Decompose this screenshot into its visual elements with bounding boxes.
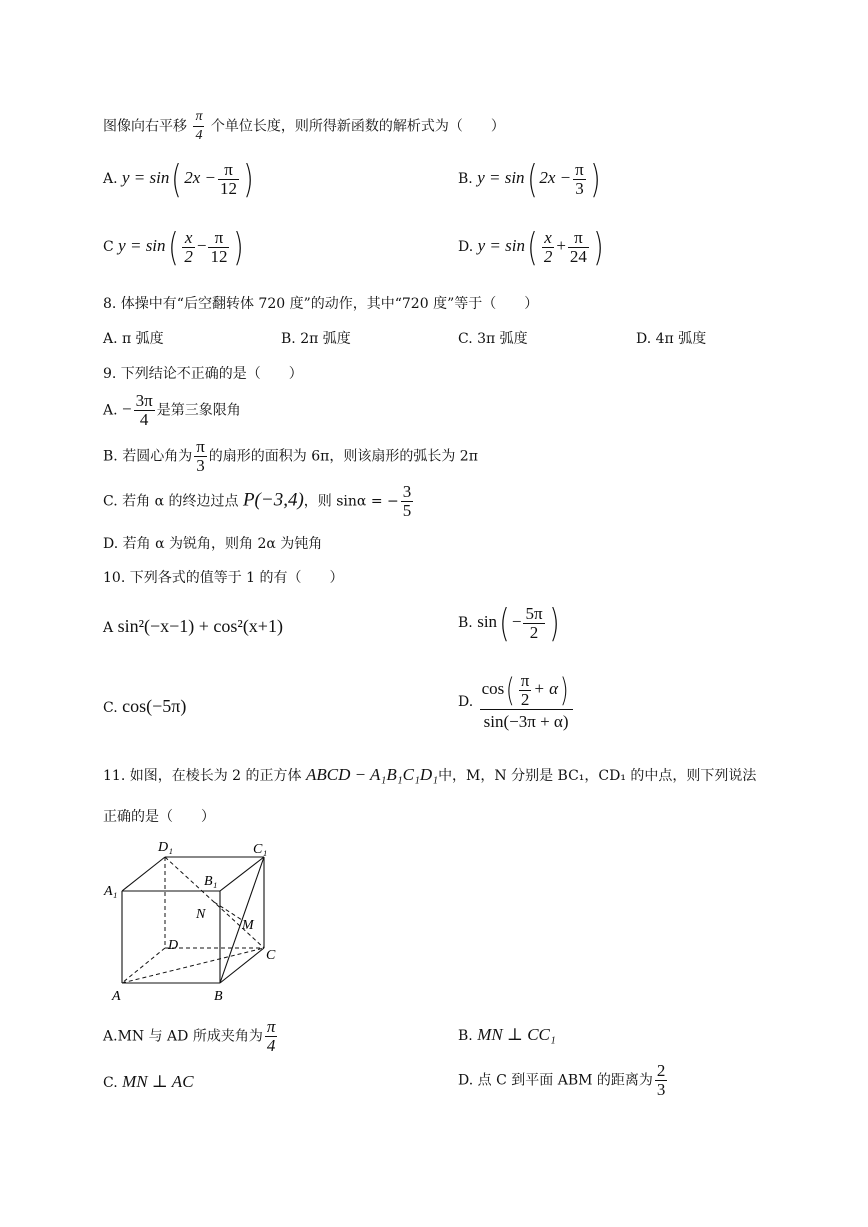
q8-option-c-label: C.	[458, 331, 473, 347]
label-a: A	[112, 989, 121, 1004]
q8-option-d-label: D.	[636, 331, 652, 347]
label-d1: D₁	[158, 840, 173, 855]
q9-a-fraction	[134, 392, 155, 429]
q11-option-a-text: MN 与 AD 所成夹角为	[117, 1028, 263, 1045]
q7-option-c-inner-fraction	[182, 229, 195, 266]
num: π	[208, 229, 229, 248]
q8-option-a	[103, 328, 164, 348]
q9-option-b-before: 若圆心角为	[122, 448, 193, 465]
den: 2	[543, 246, 553, 266]
operator: −	[196, 236, 207, 255]
q7-option-c-fraction	[208, 229, 229, 266]
q11-option-c	[103, 1072, 194, 1092]
den: 2	[520, 689, 530, 709]
q11-a-fraction	[265, 1018, 278, 1055]
q8-option-c-text: 3π 弧度	[477, 331, 528, 347]
q10-option-d-label: D.	[458, 693, 474, 710]
num: 2	[656, 1061, 666, 1080]
q7-shift-fraction	[193, 108, 204, 145]
num: 5π	[525, 603, 543, 623]
q10-option-b-prefix: sin	[477, 612, 498, 631]
q10-option-a	[103, 616, 283, 637]
q8-stem: 8. 体操中有“后空翻转体 720 度”的动作，其中“720 度”等于（ ）	[103, 296, 539, 312]
minus-sign: −	[511, 612, 522, 631]
q11-option-d	[458, 1062, 669, 1099]
q10-d-numerator	[480, 670, 573, 710]
num: π	[196, 437, 205, 456]
q7-option-d-fraction	[568, 229, 589, 266]
q11-option-c-text: MN ⊥ AC	[122, 1072, 194, 1091]
num: π	[575, 159, 584, 179]
q11-stem-line1	[103, 765, 756, 785]
q11-stem-line2: 正确的是（ ）	[103, 809, 215, 825]
left-paren: (	[527, 225, 538, 269]
q8-option-c	[458, 328, 528, 348]
num: x	[542, 229, 555, 248]
q7-option-c-prefix: y = sin	[118, 236, 166, 255]
num: π	[568, 229, 589, 248]
num: π	[520, 670, 530, 690]
q7-option-d	[458, 225, 606, 269]
q7-option-b-inner: 2x −	[539, 168, 572, 187]
num: 3π	[135, 391, 153, 410]
left-paren: (	[526, 157, 538, 201]
q9-option-b-label: B.	[103, 448, 118, 465]
right-paren: )	[589, 157, 601, 201]
cube-figure	[100, 835, 290, 1010]
q9-b-fraction	[194, 438, 207, 475]
q8-option-b	[281, 328, 351, 348]
q7-shift-num: π	[193, 108, 204, 127]
den: 5	[402, 501, 412, 520]
q8-option-d-text: 4π 弧度	[655, 331, 707, 347]
minus-sign: −	[122, 399, 132, 419]
den: 24	[569, 246, 587, 266]
q10-option-c-expr: cos(−5π)	[122, 696, 187, 716]
q8-option-a-label: A.	[103, 331, 118, 347]
right-paren: )	[243, 157, 254, 201]
label-m: M	[242, 918, 254, 933]
q11-stem-after: 中，M，N 分别是 BC₁，CD₁ 的中点，则下列说法	[438, 768, 757, 784]
q7-lead-before: 图像向右平移	[103, 118, 187, 135]
operator: +	[556, 236, 566, 255]
q10-option-a-expr: sin²(−x−1) + cos²(x+1)	[117, 616, 283, 636]
q9-option-c-mid: ，则 sinα = −	[303, 493, 399, 510]
label-b1: B₁	[204, 874, 218, 889]
q10-option-b	[458, 601, 561, 645]
q10-b-fraction	[523, 605, 544, 642]
q7-lead	[103, 108, 505, 145]
q7-option-a-inner: 2x −	[184, 168, 216, 187]
q9-option-b	[103, 438, 478, 475]
q10-option-c-label: C.	[103, 700, 118, 716]
left-paren: (	[506, 671, 515, 710]
q11-option-c-label: C.	[103, 1075, 118, 1091]
q11-option-b	[458, 1025, 556, 1045]
q10-option-d	[458, 670, 575, 734]
label-b: B	[214, 989, 223, 1004]
q9-option-a-text: 是第三象限角	[156, 402, 241, 419]
q9-c-fraction	[401, 483, 414, 520]
q9-option-a	[103, 392, 241, 429]
q7-option-b-prefix: y = sin	[477, 168, 525, 187]
q9-option-d	[103, 533, 322, 553]
q10-d-fraction	[480, 670, 573, 734]
label-n: N	[196, 907, 206, 922]
left-paren: (	[499, 601, 510, 645]
den: 12	[210, 246, 228, 266]
q7-option-d-inner-fraction	[542, 229, 555, 266]
cos: cos	[481, 679, 505, 698]
num: 3	[402, 482, 412, 501]
q9-stem: 9. 下列结论不正确的是（ ）	[103, 366, 303, 382]
q7-option-b-label: B.	[458, 171, 473, 187]
label-c1: C₁	[253, 842, 268, 857]
q8-option-b-text: 2π 弧度	[300, 331, 351, 347]
hidden-segment-n-m	[214, 902, 242, 920]
q7-shift-den: 4	[195, 128, 203, 143]
q7-option-a	[103, 157, 256, 201]
label-d: D	[168, 938, 179, 953]
q11-option-b-text: MN ⊥ CC₁	[477, 1025, 556, 1044]
left-paren: (	[167, 225, 179, 269]
q9-option-b-after: 的扇形的面积为 6π，则该扇形的弧长为 2π	[208, 448, 478, 465]
q9-option-c	[103, 483, 415, 520]
q11-option-d-text: 点 C 到平面 ABM 的距离为	[477, 1072, 653, 1089]
q10-d-denominator: sin(−3π + α)	[483, 711, 569, 731]
q10-option-c	[103, 696, 186, 717]
num: π	[218, 161, 239, 180]
q7-lead-after: 个单位长度，则所得新函数的解析式为（ ）	[210, 118, 505, 135]
q7-option-c	[103, 225, 246, 269]
q7-option-a-fraction	[218, 161, 239, 198]
den: 4	[139, 410, 149, 429]
right-paren: )	[559, 671, 569, 710]
q10-option-b-label: B.	[458, 615, 473, 631]
label-c: C	[266, 948, 276, 963]
q9-option-c-label: C.	[103, 493, 118, 510]
q9-option-d-label: D.	[103, 536, 119, 552]
q8-option-a-text: π 弧度	[122, 331, 164, 347]
num: x	[182, 229, 195, 248]
q7-option-a-prefix: y = sin	[122, 168, 170, 187]
q8-option-b-label: B.	[281, 331, 296, 347]
q10-option-a-label: A	[103, 620, 114, 636]
left-paren: (	[171, 157, 182, 201]
inner-fraction	[519, 672, 532, 709]
q11-option-b-label: B.	[458, 1028, 473, 1044]
q7-option-d-label: D.	[458, 239, 474, 255]
q7-option-b	[458, 157, 603, 201]
q9-option-c-point: P(−3,4)	[242, 489, 304, 511]
edge-a1-d1	[122, 857, 165, 891]
q8-option-d	[636, 328, 706, 348]
den: 3	[196, 456, 205, 475]
q10-stem: 10. 下列各式的值等于 1 的有（ ）	[103, 570, 344, 586]
q11-cube-name: ABCD − A₁B₁C₁D₁	[305, 765, 439, 784]
den: 3	[575, 178, 584, 198]
q7-option-c-label: C	[103, 239, 114, 255]
q11-option-a-label: A.	[103, 1028, 118, 1045]
q7-option-d-prefix: y = sin	[477, 236, 525, 255]
den: 3	[656, 1080, 666, 1099]
q11-stem-before: 11. 如图，在棱长为 2 的正方体	[103, 768, 302, 784]
den: 4	[266, 1036, 276, 1055]
den: 2	[184, 246, 193, 266]
q9-option-c-before: 若角 α 的终边过点	[122, 493, 239, 510]
edge-b1-c1	[220, 857, 264, 891]
num: π	[266, 1017, 276, 1036]
q11-d-fraction	[655, 1062, 668, 1099]
den: 2	[529, 622, 539, 642]
right-paren: )	[548, 601, 560, 645]
den: 12	[219, 178, 237, 198]
q11-option-d-label: D.	[458, 1072, 474, 1089]
q9-option-a-label: A.	[103, 402, 118, 419]
q7-option-a-label: A.	[103, 171, 118, 187]
q7-option-b-fraction	[573, 161, 586, 198]
q11-option-a	[103, 1018, 279, 1055]
tail: + α	[533, 679, 559, 698]
q9-option-d-text: 若角 α 为锐角，则角 2α 为钝角	[122, 536, 323, 552]
right-paren: )	[593, 225, 604, 269]
label-a1: A₁	[104, 884, 118, 899]
right-paren: )	[233, 225, 245, 269]
